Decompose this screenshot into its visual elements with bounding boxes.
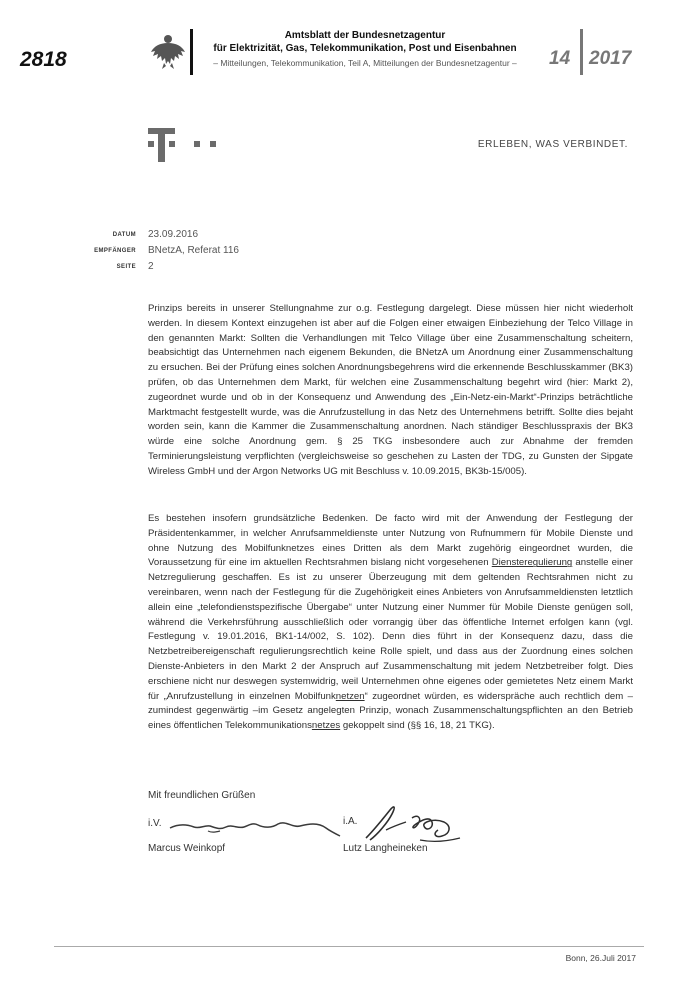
closing-greeting: Mit freundlichen Grüßen — [148, 790, 256, 801]
signatory-left-name: Marcus Weinkopf — [148, 843, 226, 854]
handwritten-signature-icon — [360, 800, 470, 846]
signatory-right-name: Lutz Langheineken — [343, 843, 428, 854]
meta-value-page: 2 — [148, 261, 154, 272]
signatory-right-prefix: i.A. — [343, 816, 358, 827]
underlined-term-diensteregulierung: Diensteregulierung — [491, 557, 573, 569]
underlined-term-netzen: netzen — [335, 690, 365, 702]
gazette-subtitle: – Mitteilungen, Telekommunikation, Teil A, Mitteilungen der Bundesnetzagentur – — [213, 58, 517, 68]
meta-label-recipient: EMPFÄNGER — [94, 248, 136, 254]
footer-divider — [54, 946, 644, 947]
paragraph-2-segment: anstelle einer Netzregulierung geschaffen. Es ist zu unserer Überzeugung mit dem geltenden Rechtsrahmen nicht zu vereinbaren, wenn nach der Festlegung für die Zugehörigkeit eines Anbieters von Anrufsammeldiensten letztlich allein eine „telefondienstspezifische Übergabe“ unter Nutzung einer Nummer für Mobile Dienste genügen soll, während die Verkehrsführung ausschließlich oder vorrangig über das öffentliche Internet erfolgen kann (vgl. Festlegung v. 19.01.2016, BK1-14/002, S. 102). Denn dies führt in der Konsequenz dazu, dass die Netzbetreibereigenschaft regulierungsrechtlich keine Rolle spielt, und dass aus der Zuordnung eines solchen Dienste-Anbieters in den Markt 2 der Anspruch auf Zusammenschaltung mit jedem Netzbetreiber folgt. Dies erschiene nicht nur deswegen systemwidrig, weil Unternehmen ohne eigenes oder gemietetes Netz einem Markt für „Anrufzustellung in einzelnen Mobilfunk — [148, 557, 634, 702]
issue-year: 2017 — [589, 48, 632, 69]
paragraph-2-segment: Es bestehen insofern grundsätzliche Bedenken. De facto wird mit der Anwendung der Festlegung der Präsidentenkammer, in welcher Anrufsammeldienste unter Nutzung von Rufnummern für Mobile Dienste und ohne Nutzung des Mobilfunknetzes eines Dritten als dem Markt zugehörig eingeordnet wurden, die Voraussetzung für eine im aktuellen Rechtsrahmen bislang nicht vorgesehenen — [148, 513, 633, 569]
page-number: 2818 — [20, 48, 67, 71]
paragraph-2-segment: “ zugeordnet würden, es widerspräche auch rechtlich dem – zumindest gegenwärtig –im Gesetz angelegten Prinzip, wonach Zusammenschaltungspflichten an den Betrieb eines öffentlichen Telekommunikations — [148, 690, 633, 732]
paragraph-1-text: Prinzips bereits in unserer Stellungnahme zur o.g. Festlegung dargelegt. Diese müssen hier nicht wiederholt werden. In diesem Kontext einzugehen ist aber auf die Folgen einer etwaigen Einbeziehung der Telco Village in den genannten Markt: Sollten die Verhandlungen mit Telco Village über eine Zusammenschaltung scheitern, beabsichtigt das Unternehmen nach eigenem Bekunden, die BNetzA um Anordnung einer Zusammenschaltung zu ersuchen. Bei der Prüfung eines solchen Anordnungsbegehrens wird die erkennende Beschlusskammer (BK3) prüfen, ob das Unternehmen dem Markt, für welchen eine Zusammenschaltung begehrt wird (hier: Markt 2), zugeordnet wurde und ob in der Konsequenz und Anwendung des „Ein-Netz-ein-Markt“-Prinzips beträchtliche Marktmacht festgestellt wurde, was die Anrufzustellung in das Netz des Unternehmens betrifft. Sollte dies bejaht worden sein, kann die Kammer die Zusammenschaltung anordnen. Nach ständiger Beschlusspraxis der BK3 würde eine solche Anordnung gem. § 25 TKG insbesondere auch zur Abnahme der fremden Terminierungsleistung verpflichten (vergleichsweise so geschehen zu Lasten der TDG, zu Gunsten der Sipgate Wireless GmbH und der Argon Networks UG mit Beschluss v. 10.09.2015, BK3b-15/005). — [148, 303, 633, 477]
federal-eagle-icon — [150, 30, 186, 70]
signatory-left-prefix: i.V. — [148, 818, 162, 829]
body-paragraph-1 — [148, 302, 633, 480]
underlined-term-netzes: netzes — [311, 720, 341, 732]
meta-value-date: 23.09.2016 — [148, 229, 199, 240]
header-divider — [190, 29, 193, 75]
gazette-title-line2: für Elektrizität, Gas, Telekommunikation, Post und Eisenbahnen — [213, 43, 517, 54]
issue-number: 14 — [549, 48, 571, 69]
meta-label-page: SEITE — [116, 264, 136, 270]
body-paragraph-2 — [148, 512, 633, 734]
paragraph-2-text — [148, 512, 633, 734]
meta-value-recipient: BNetzA, Referat 116 — [148, 245, 239, 256]
meta-label-date: DATUM — [112, 232, 136, 238]
gazette-title-line1: Amtsblatt der Bundesnetzagentur — [284, 30, 446, 41]
handwritten-signature-icon — [168, 814, 343, 842]
issue-divider — [580, 29, 583, 75]
telekom-t-logo-icon — [148, 128, 218, 162]
paragraph-2-segment: gekoppelt sind (§§ 16, 18, 21 TKG). — [340, 720, 495, 732]
footer-place-date: Bonn, 26.Juli 2017 — [565, 953, 636, 963]
brand-tagline: ERLEBEN, WAS VERBINDET. — [477, 139, 628, 150]
